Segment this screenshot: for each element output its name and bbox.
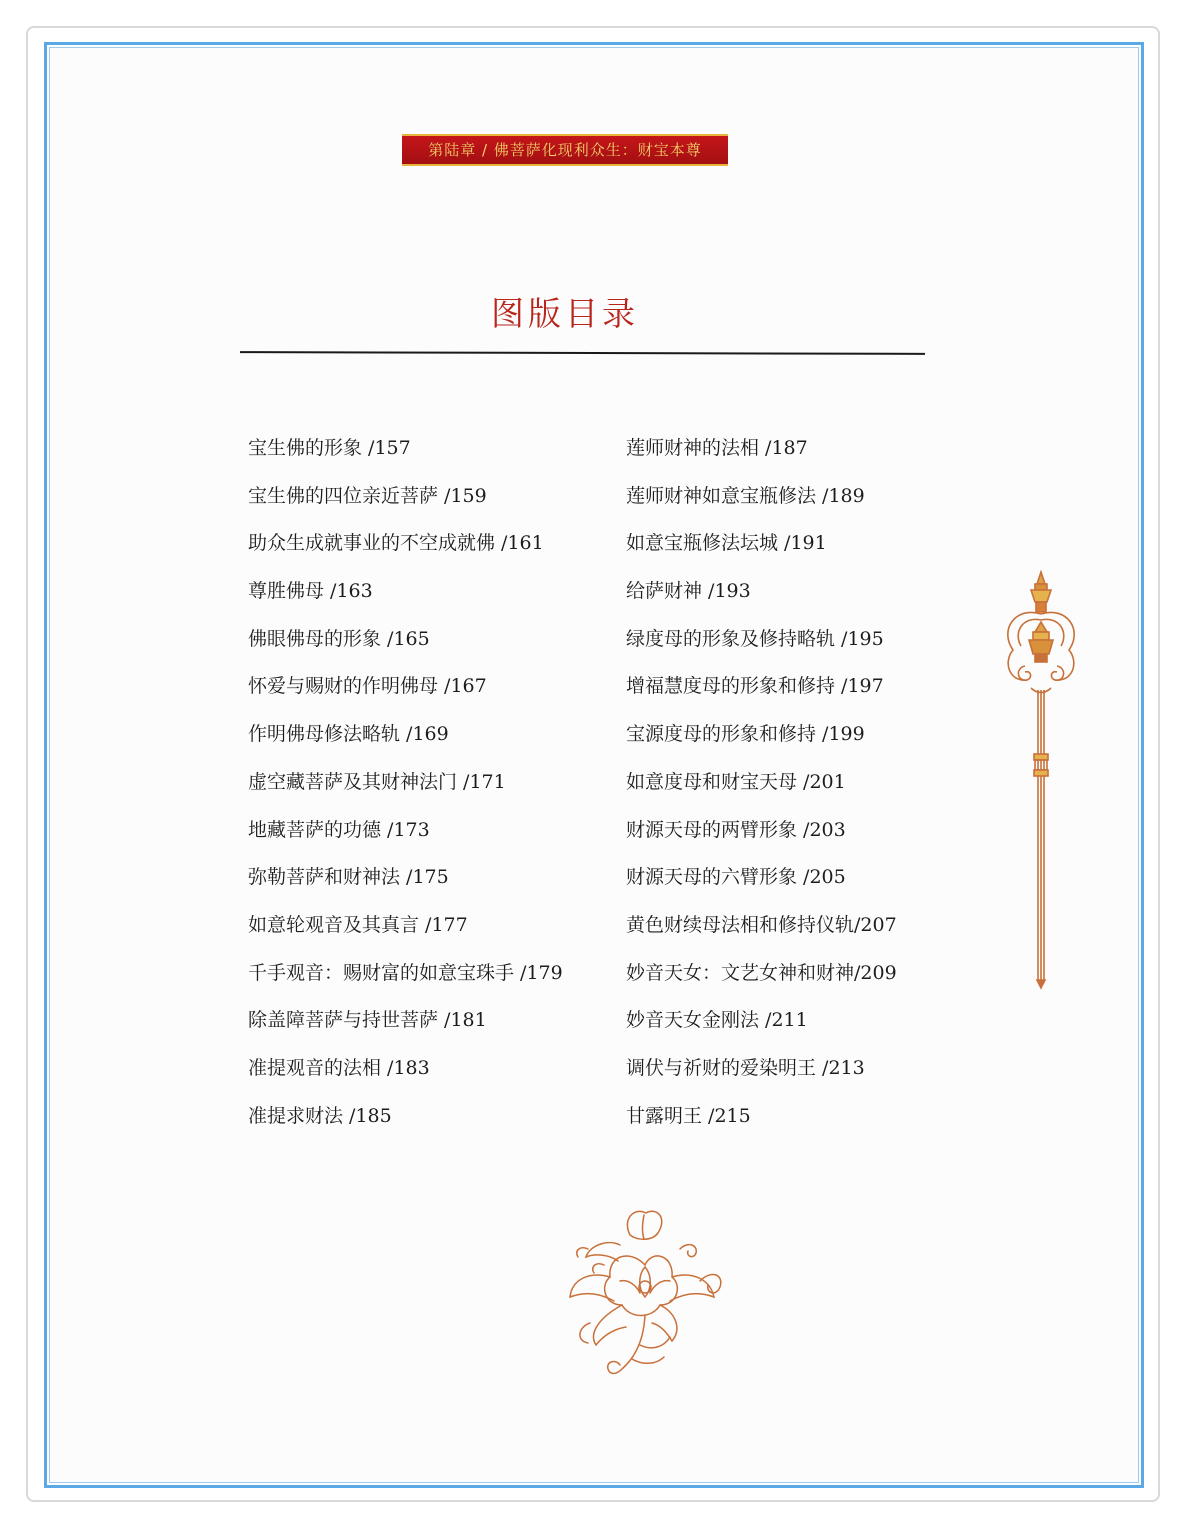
toc-right-column bbox=[626, 428, 946, 1143]
toc-left-column bbox=[248, 428, 628, 1143]
toc-item[interactable]: 地藏菩萨的功德 /173 bbox=[248, 818, 430, 841]
toc-item[interactable]: 虚空藏菩萨及其财神法门 /171 bbox=[248, 770, 506, 793]
toc-item[interactable]: 财源天母的两臂形象 /203 bbox=[626, 818, 846, 841]
toc-item[interactable]: 千手观音：赐财富的如意宝珠手 /179 bbox=[248, 961, 563, 984]
toc-item[interactable]: 增福慧度母的形象和修持 /197 bbox=[626, 675, 884, 698]
toc-item[interactable]: 绿度母的形象及修持略轨 /195 bbox=[626, 627, 884, 650]
toc-item[interactable]: 弥勒菩萨和财神法 /175 bbox=[248, 866, 449, 889]
toc-item[interactable]: 财源天母的六臂形象 /205 bbox=[626, 866, 846, 889]
toc-item[interactable]: 宝生佛的形象 /157 bbox=[248, 437, 411, 459]
lotus-ornament-icon bbox=[560, 1205, 730, 1385]
toc-item[interactable]: 黄色财续母法相和修持仪轨/207 bbox=[626, 913, 897, 936]
toc-item[interactable]: 妙音天女金刚法 /211 bbox=[626, 1009, 808, 1032]
toc-item[interactable]: 怀爱与赐财的作明佛母 /167 bbox=[248, 675, 487, 698]
toc-item[interactable]: 宝生佛的四位亲近菩萨 /159 bbox=[248, 484, 487, 507]
toc-item[interactable]: 甘露明王 /215 bbox=[626, 1104, 751, 1127]
page-title: 图版目录 bbox=[491, 294, 639, 333]
toc-item[interactable]: 助众生成就事业的不空成就佛 /161 bbox=[248, 532, 544, 555]
toc-item[interactable]: 莲师财神如意宝瓶修法 /189 bbox=[626, 484, 865, 507]
toc-item[interactable]: 尊胜佛母 /163 bbox=[248, 580, 373, 603]
toc-item[interactable]: 莲师财神的法相 /187 bbox=[626, 437, 808, 459]
toc-item[interactable]: 除盖障菩萨与持世菩萨 /181 bbox=[248, 1009, 487, 1032]
toc-item[interactable]: 如意宝瓶修法坛城 /191 bbox=[626, 532, 827, 555]
toc-item[interactable]: 宝源度母的形象和修持 /199 bbox=[626, 723, 865, 746]
toc-item[interactable]: 如意轮观音及其真言 /177 bbox=[248, 913, 468, 936]
toc-item[interactable]: 佛眼佛母的形象 /165 bbox=[248, 627, 430, 650]
toc-item[interactable]: 如意度母和财宝天母 /201 bbox=[626, 770, 846, 793]
toc-item[interactable]: 给萨财神 /193 bbox=[626, 580, 751, 603]
toc-item[interactable]: 准提求财法 /185 bbox=[248, 1104, 392, 1127]
toc-item[interactable]: 准提观音的法相 /183 bbox=[248, 1056, 430, 1079]
chapter-banner: 第陆章 / 佛菩萨化现利众生：财宝本尊 bbox=[402, 134, 728, 166]
toc-item[interactable]: 调伏与祈财的爱染明王 /213 bbox=[626, 1056, 865, 1079]
scepter-ornament-icon bbox=[995, 570, 1087, 990]
toc-item[interactable]: 妙音天女：文艺女神和财神/209 bbox=[626, 961, 897, 984]
toc-item[interactable]: 作明佛母修法略轨 /169 bbox=[248, 723, 449, 746]
